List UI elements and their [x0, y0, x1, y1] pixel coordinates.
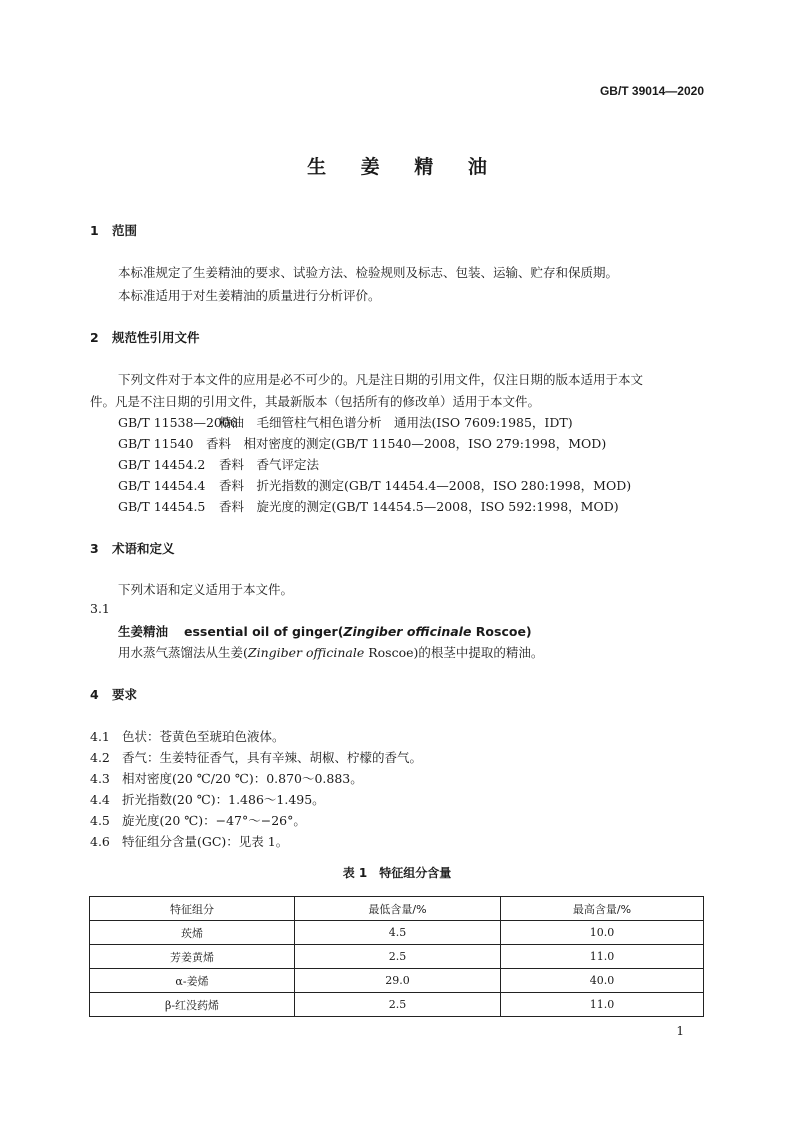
- reference-item: GB/T 11540 香料 相对密度的测定(GB/T 11540—2008，ISO 279:1998，MOD): [118, 436, 607, 451]
- table-row: [90, 921, 704, 945]
- requirement-item: 4.4 折光指数(20 ℃)：1.486～1.495。: [90, 792, 325, 807]
- page-title: 生 姜 精 油: [307, 156, 501, 178]
- term-entry: 生姜精油 essential oil of ginger(Zingiber officinale Roscoe): [118, 624, 532, 639]
- requirement-item: 4.1 色状：苍黄色至琥珀色液体。: [90, 729, 285, 744]
- clause-number: 3.1: [90, 601, 110, 616]
- table-row: [90, 969, 704, 993]
- requirement-item: 4.5 旋光度(20 ℃)：−47°～−26°。: [90, 813, 306, 828]
- table-cell: 2.5: [295, 945, 501, 969]
- table-header-cell: 最低含量/%: [295, 897, 501, 921]
- section-4-heading: 4 要求: [90, 687, 138, 702]
- table-cell: 10.0: [501, 921, 704, 945]
- section-3-heading: 3 术语和定义: [90, 541, 175, 556]
- reference-item: GB/T 11538—2006精油 毛细管柱气相色谱分析 通用法(ISO 7609:1985，IDT): [118, 415, 573, 430]
- table-header-cell: 特征组分: [90, 897, 295, 921]
- table-cell: 芳姜黄烯: [90, 945, 295, 969]
- paragraph: 本标准规定了生姜精油的要求、试验方法、检验规则及标志、包装、运输、贮存和保质期。: [118, 265, 619, 280]
- table-cell: 40.0: [501, 969, 704, 993]
- requirement-item: 4.3 相对密度(20 ℃/20 ℃)：0.870～0.883。: [90, 771, 363, 786]
- table-cell: α-姜烯: [90, 969, 295, 993]
- term-definition: 用水蒸气蒸馏法从生姜(Zingiber officinale Roscoe)的根茎中提取的精油。: [118, 645, 544, 660]
- requirement-item: 4.2 香气：生姜特征香气，具有辛辣、胡椒、柠檬的香气。: [90, 750, 423, 765]
- table-cell: 莰烯: [90, 921, 295, 945]
- reference-item: GB/T 14454.4 香料 折光指数的测定(GB/T 14454.4—2008，ISO 280:1998，MOD): [118, 478, 632, 493]
- requirement-item: 4.6 特征组分含量(GC)：见表 1。: [90, 834, 289, 849]
- table-header-cell: 最高含量/%: [501, 897, 704, 921]
- table-row: [90, 993, 704, 1017]
- paragraph: 下列文件对于本文件的应用是必不可少的。凡是注日期的引用文件，仅注日期的版本适用于本文: [118, 372, 644, 387]
- section-2-heading: 2 规范性引用文件: [90, 330, 200, 345]
- page-number: 1: [676, 1024, 684, 1038]
- component-table: [89, 896, 704, 1017]
- table-cell: 29.0: [295, 969, 501, 993]
- table-row: [90, 945, 704, 969]
- paragraph: 下列术语和定义适用于本文件。: [118, 582, 294, 597]
- table-cell: 4.5: [295, 921, 501, 945]
- reference-item: GB/T 14454.2 香料 香气评定法: [118, 457, 320, 472]
- table-cell: 2.5: [295, 993, 501, 1017]
- table-cell: β-红没药烯: [90, 993, 295, 1017]
- table-header-row: [90, 897, 704, 921]
- paragraph: 件。凡是不注日期的引用文件，其最新版本（包括所有的修改单）适用于本文件。: [90, 394, 541, 409]
- paragraph: 本标准适用于对生姜精油的质量进行分析评价。: [118, 288, 381, 303]
- standard-number: GB/T 39014—2020: [599, 84, 704, 98]
- reference-item: GB/T 14454.5 香料 旋光度的测定(GB/T 14454.5—2008，ISO 592:1998，MOD): [118, 499, 619, 514]
- table-cell: 11.0: [501, 993, 704, 1017]
- section-1-heading: 1 范围: [90, 223, 138, 238]
- table-cell: 11.0: [501, 945, 704, 969]
- table-caption: 表 1 特征组分含量: [342, 866, 452, 880]
